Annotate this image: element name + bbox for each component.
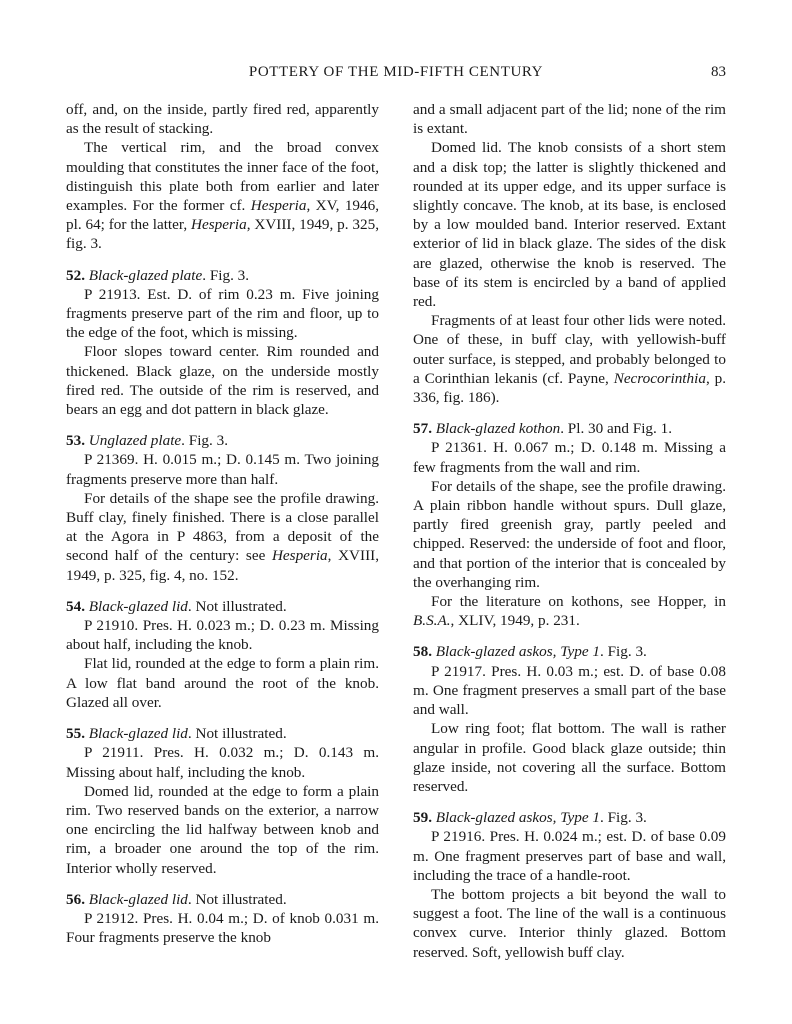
journal-reference: B.S.A.	[413, 612, 451, 630]
entry-heading	[66, 890, 379, 909]
page-header	[66, 64, 726, 86]
catalog-entry-54	[66, 597, 379, 712]
entry-paragraph: P 21911. Pres. H. 0.032 m.; D. 0.143 m. Missing about half, including the knob.	[66, 744, 379, 781]
continuation-paragraph: Fragments of at least four other lids were noted. One of these, in buff clay, with yellowish-buff outer surface, is stepped, and probably belonged to a Corinthian lekanis (cf. Payne, Necrocorinthia, p. 336, fig. 186).	[413, 312, 727, 407]
entry-paragraph: P 21912. Pres. H. 0.04 m.; D. of knob 0.031 m. Four fragments preserve the knob	[66, 909, 379, 947]
entry-figure-ref: . Fig. 3.	[202, 266, 250, 284]
entry-heading	[66, 431, 379, 450]
entry-title: Black-glazed askos, Type 1	[435, 809, 600, 827]
journal-reference: Hesperia	[250, 197, 307, 215]
entry-figure-ref: . Fig. 3.	[600, 643, 647, 661]
continuation-paragraph: The vertical rim, and the broad convex moulding that constitutes the inner face of the foot, distinguish this plate both from earlier and later examples. For the former cf. Hesperia, XV, 1946, pl. 64; for the latter, Hesperia, XVIII, 1949, p. 325, fig. 3.	[66, 139, 379, 253]
catalog-entry-55	[66, 724, 379, 878]
journal-reference: Hesperia	[191, 216, 247, 234]
catalog-entry-58	[413, 642, 726, 796]
catalog-entry-56	[66, 890, 379, 948]
entry-paragraph: Domed lid, rounded at the edge to form a plain rim. Two reserved bands on the exterior, a narrow one encircling the lid halfway between knob and rim, a broader one around the top of the rim. Interior wholly reserved.	[66, 782, 379, 877]
entry-number: 56.	[66, 890, 85, 908]
running-title: POTTERY OF THE MID-FIFTH CENTURY	[248, 64, 544, 80]
entry-number: 53.	[66, 432, 85, 450]
entry-figure-ref: . Fig. 3.	[181, 432, 229, 450]
entry-number: 54.	[66, 597, 85, 615]
continuation-paragraph: Domed lid. The knob consists of a short stem and a disk top; the latter is slightly thickened and rounded at its upper edge, and its upper surface is slightly concave. The knob, at its base, is enclosed by a low moulded band. Interior reserved. Extant exterior of lid in black glaze. The sides of the disk are glazed, otherwise the knob is reserved. The base of its stem is encircled by a band of applied red.	[413, 139, 726, 311]
entry-number: 55.	[66, 725, 85, 743]
entry-figure-ref: . Pl. 30 and Fig. 1.	[560, 420, 673, 438]
catalog-entry-53	[66, 431, 379, 585]
entry-number: 59.	[413, 809, 432, 827]
entry-figure-ref: . Not illustrated.	[187, 890, 287, 908]
entry-title: Black-glazed plate	[88, 266, 203, 284]
entry-paragraph: P 21917. Pres. H. 0.03 m.; est. D. of base 0.08 m. One fragment preserves a small part of the base and wall.	[413, 662, 726, 719]
entry-heading	[66, 724, 379, 743]
entry-title: Unglazed plate	[88, 432, 182, 450]
entry-heading	[413, 419, 726, 438]
entry-figure-ref: . Fig. 3.	[600, 809, 647, 827]
catalog-entry-59	[413, 808, 726, 962]
entry-paragraph: Flat lid, rounded at the edge to form a plain rim. A low flat band around the root of the knob. Glazed all over.	[66, 655, 379, 711]
entry-title: Black-glazed lid	[88, 725, 188, 743]
catalog-entry-57	[413, 419, 726, 630]
entry-paragraph: Floor slopes toward center. Rim rounded and thickened. Black glaze, on the underside mostly fired red. The outside of the rim is reserved, and bears an egg and dot pattern in black glaze.	[66, 343, 379, 419]
entry-paragraph: P 21916. Pres. H. 0.024 m.; est. D. of base 0.09 m. One fragment preserves part of base and wall, including the trace of a handle-root.	[413, 828, 726, 884]
entry-paragraph: P 21913. Est. D. of rim 0.23 m. Five joining fragments preserve part of the rim and floor, up to the edge of the foot, which is missing.	[66, 285, 379, 342]
entry-figure-ref: . Not illustrated.	[187, 725, 287, 743]
entry-paragraph: P 21369. H. 0.015 m.; D. 0.145 m. Two joining fragments preserve more than half.	[66, 451, 379, 488]
continuation-paragraph: and a small adjacent part of the lid; none of the rim is extant.	[413, 101, 726, 138]
journal-reference: Hesperia	[271, 547, 328, 565]
entry-paragraph: P 21361. H. 0.067 m.; D. 0.148 m. Missing a few fragments from the wall and rim.	[413, 439, 726, 476]
right-column	[413, 100, 726, 962]
entry-title: Black-glazed lid	[88, 597, 188, 615]
entry-number: 52.	[66, 266, 85, 284]
entry-heading	[413, 808, 726, 827]
entry-paragraph: P 21910. Pres. H. 0.023 m.; D. 0.23 m. Missing about half, including the knob.	[66, 617, 379, 654]
left-column	[66, 100, 379, 947]
entry-paragraph: For the literature on kothons, see Hopper, in B.S.A., XLIV, 1949, p. 231.	[413, 593, 726, 630]
entry-title: Black-glazed lid	[88, 890, 188, 908]
entry-paragraph: For details of the shape see the profile drawing. Buff clay, finely finished. There is a close parallel at the Agora in P 4863, from a deposit of the second half of the century: see Hesperia, XVIII, 1949, p. 325, fig. 4, no. 152.	[66, 489, 379, 584]
page-number: 83	[711, 64, 726, 80]
entry-figure-ref: . Not illustrated.	[187, 597, 287, 615]
entry-number: 57.	[413, 420, 432, 438]
entry-number: 58.	[413, 643, 432, 661]
entry-paragraph: The bottom projects a bit beyond the wall to suggest a foot. The line of the wall is a continuous convex curve. Interior thinly glazed. Bottom reserved. Soft, yellowish buff clay.	[413, 885, 726, 961]
entry-title: Black-glazed kothon	[435, 420, 561, 438]
continuation-paragraph: off, and, on the inside, partly fired red, apparently as the result of stacking.	[66, 101, 379, 138]
entry-title: Black-glazed askos, Type 1	[435, 643, 600, 661]
entry-heading	[66, 597, 379, 616]
entry-paragraph: Low ring foot; flat bottom. The wall is rather angular in profile. Good black glaze outside; thin glaze inside, not covering all the surface. Bottom reserved.	[413, 720, 726, 795]
entry-heading	[413, 642, 726, 661]
entry-paragraph: For details of the shape, see the profile drawing. A plain ribbon handle without spurs. Dull glaze, partly fired greenish gray, partly peeled and chipped. Reserved: the underside of foot and floor, and that portion of the interior that is concealed by the overhanging rim.	[413, 477, 726, 591]
entry-heading	[66, 266, 379, 285]
journal-reference: Necrocorinthia	[613, 369, 706, 387]
catalog-entry-52	[66, 266, 379, 420]
